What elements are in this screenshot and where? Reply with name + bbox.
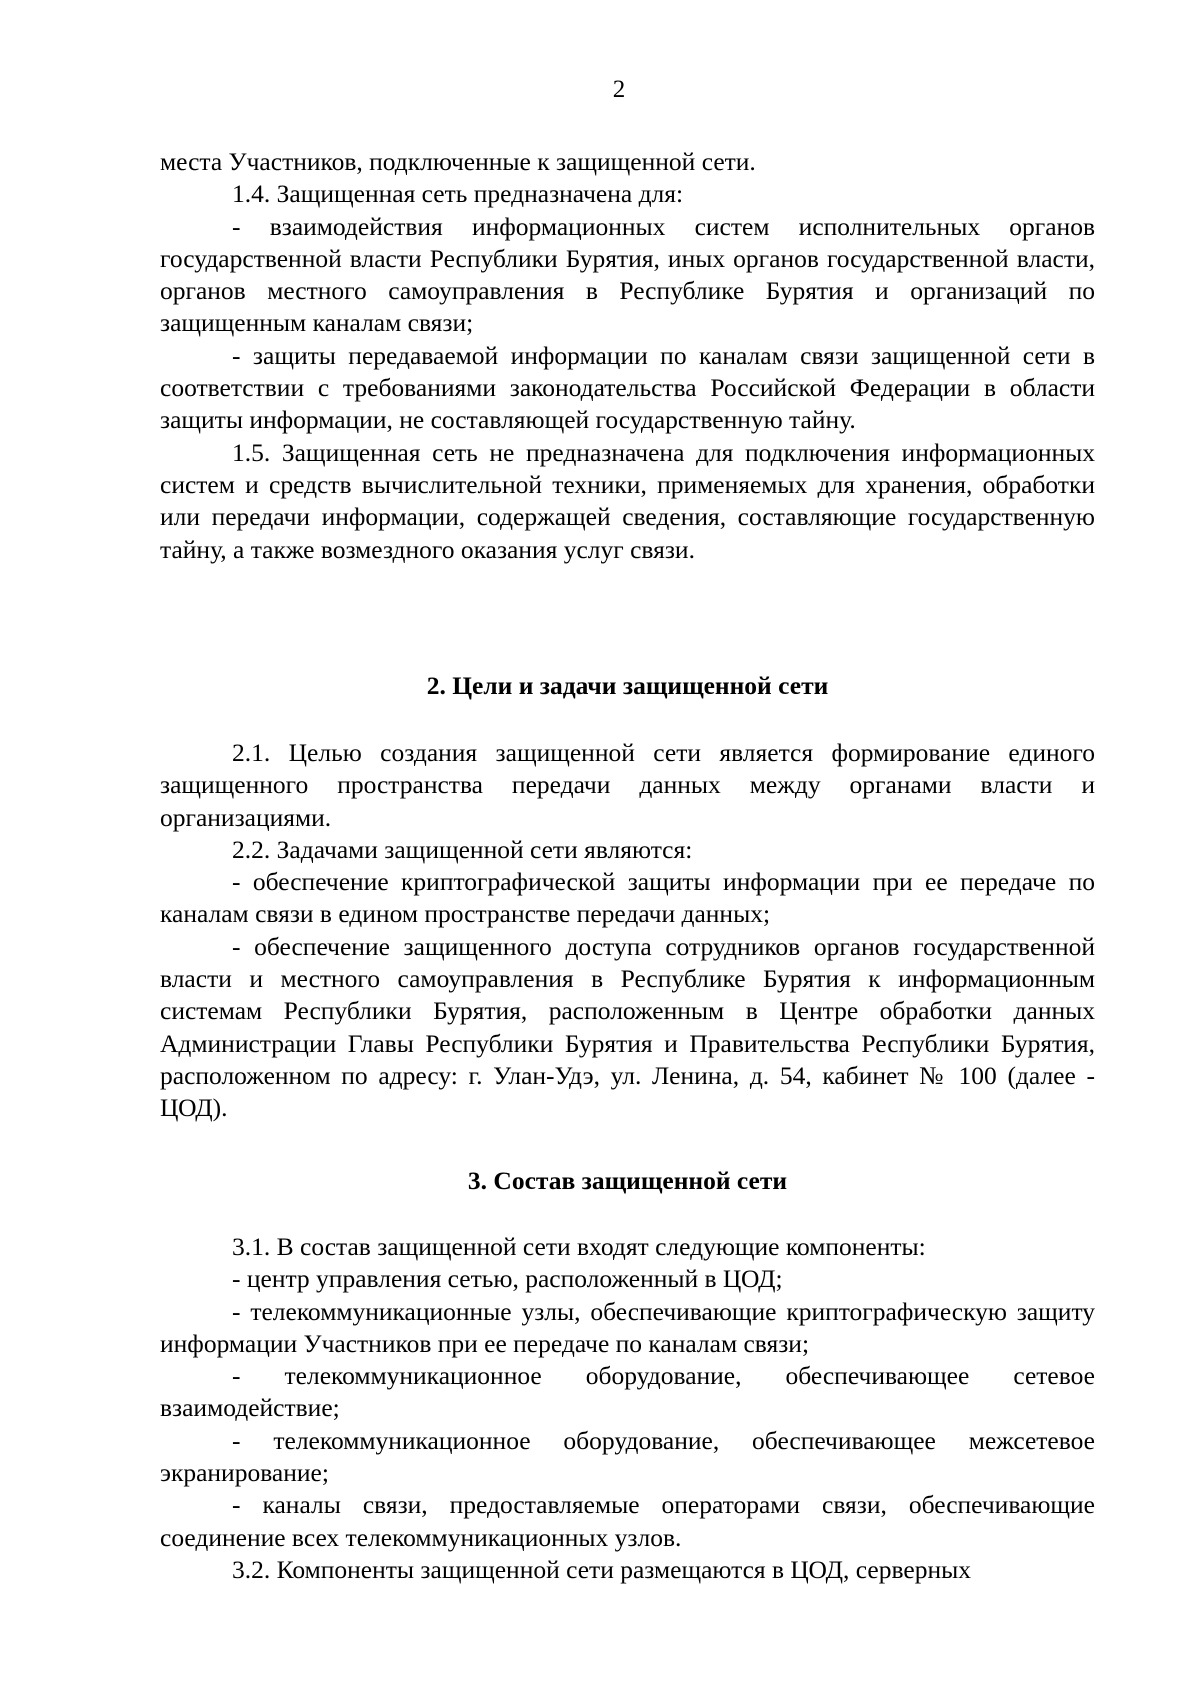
paragraph: - телекоммуникационное оборудование, обеспечивающее сетевое взаимодействие;	[160, 1361, 1095, 1423]
section-3-body	[160, 1231, 1095, 1586]
paragraph: - обеспечение защищенного доступа сотрудников органов государственной власти и местного самоуправления в Республике Бурятия к информационным системам Республики Бурятия, расположенным в Центре обработки данных Администрации Главы Республики Бурятия и Правительства Республики Бурятия, расположенном по адресу: г. Улан-Удэ, ул. Ленина, д. 54, кабинет № 100 (далее - ЦОД).	[160, 931, 1095, 1123]
paragraph: - телекоммуникационные узлы, обеспечивающие криптографическую защиту информации Участников при ее передаче по каналам связи;	[160, 1296, 1095, 1358]
section-2-heading: 2. Цели и задачи защищенной сети	[426, 671, 829, 700]
page-number: 2	[612, 76, 626, 103]
paragraph: 2.1. Целью создания защищенной сети является формирование единого защищенного пространства передачи данных между органами власти и организациями.	[160, 738, 1095, 832]
paragraph: 3.1. В состав защищенной сети входят следующие компоненты:	[232, 1232, 926, 1261]
paragraph: - центр управления сетью, расположенный в ЦОД;	[232, 1264, 783, 1294]
section-1-continuation	[160, 146, 1095, 566]
paragraph: - обеспечение криптографической защиты информации при ее передаче по каналам связи в едином пространстве передачи данных;	[160, 867, 1095, 929]
section-3-heading: 3. Состав защищенной сети	[467, 1166, 788, 1195]
paragraph: 1.5. Защищенная сеть не предназначена для подключения информационных систем и средств вычислительной техники, применяемых для хранения, обработки или передачи информации, содержащей сведения, составляющие государственную тайну, а также возмездного оказания услуг связи.	[160, 437, 1095, 564]
section-2-body	[160, 737, 1095, 1125]
paragraph: - каналы связи, предоставляемые операторами связи, обеспечивающие соединение всех телекоммуникационных узлов.	[160, 1490, 1095, 1552]
paragraph: места Участников, подключенные к защищенной сети.	[160, 147, 756, 176]
paragraph: - взаимодействия информационных систем исполнительных органов государственной власти Республики Бурятия, иных органов государственной власти, органов местного самоуправления в Республике Бурятия и организаций по защищенным каналам связи;	[160, 211, 1095, 338]
paragraph: - защиты передаваемой информации по каналам связи защищенной сети в соответствии с требованиями законодательства Российской Федерации в области защиты информации, не составляющей государственную тайну.	[160, 340, 1095, 435]
paragraph: 2.2. Задачами защищенной сети являются:	[232, 834, 693, 864]
paragraph: 1.4. Защищенная сеть предназначена для:	[232, 179, 684, 209]
paragraph: - телекоммуникационное оборудование, обеспечивающее межсетевое экранирование;	[160, 1425, 1095, 1488]
paragraph: 3.2. Компоненты защищенной сети размещаются в ЦОД, серверных	[232, 1554, 971, 1584]
